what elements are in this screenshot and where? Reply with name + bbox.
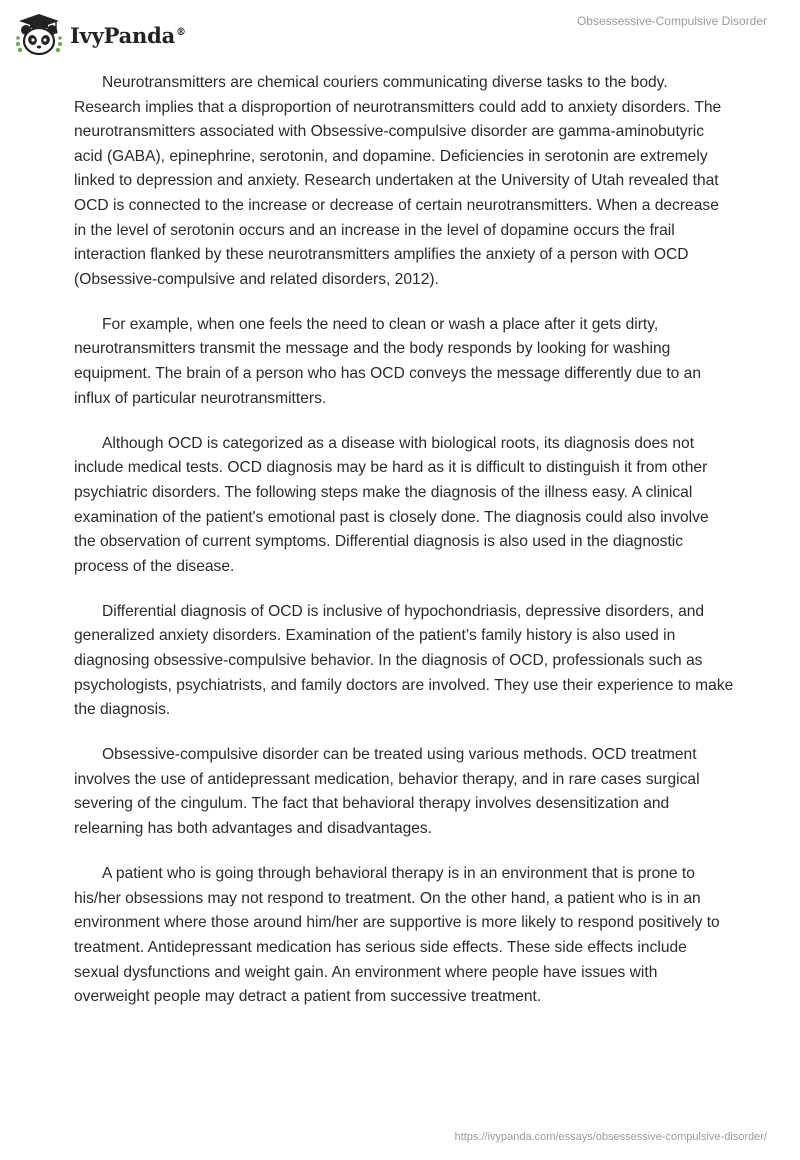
brand-logo[interactable] (14, 10, 186, 58)
essay-body (74, 71, 734, 1030)
page-header (0, 0, 800, 64)
paragraph: Obsessive-compulsive disorder can be treated using various methods. OCD treatment involves the use of antidepressant medication, behavior therapy, and in rare cases surgical severing of the cingulum. The fact that behavioral therapy involves desensitization and relearning has both advantages and disadvantages. (74, 746, 700, 838)
paragraph: Although OCD is categorized as a disease with biological roots, its diagnosis does not include medical tests. OCD diagnosis may be hard as it is difficult to distinguish it from other psychiatric disorders. The following steps make the diagnosis of the illness easy. A clinical examination of the patient's emotional past is closely done. The diagnosis could also involve the observation of current symptoms. Differential diagnosis is also used in the diagnostic process of the disease. (74, 434, 709, 575)
panda-graduate-icon (14, 10, 64, 58)
source-url-link[interactable]: https://ivypanda.com/essays/obsessessive-compulsive-disorder/ (454, 1131, 767, 1143)
running-title: Obsessessive-Compulsive Disorder (576, 14, 767, 28)
paragraph: A patient who is going through behavioral therapy is in an environment that is prone to his/her obsessions may not respond to treatment. On the other hand, a patient who is in an environment where those around him/her are supportive is more likely to respond positively to treatment. Antidepressant medication has serious side effects. These side effects include sexual dysfunctions and weight gain. An environment where people have issues with overweight people may detract a patient from successive treatment. (74, 865, 720, 1006)
paragraph: Differential diagnosis of OCD is inclusive of hypochondriasis, depressive disorders, and generalized anxiety disorders. Examination of the patient’s family history is also used in diagnosing obsessive-compulsive behavior. In the diagnosis of OCD, professionals such as psychologists, psychiatrists, and family doctors are involved. They use their experience to make the diagnosis. (74, 602, 734, 719)
paragraph: Neurotransmitters are chemical couriers communicating diverse tasks to the body. Research implies that a disproportion of neurotransmitters could add to anxiety disorders. The neurotransmitters associated with Obsessive-compulsive disorder are gamma-aminobutyric acid (GABA), epinephrine, serotonin, and dopamine. Deficiencies in serotonin are extremely linked to depression and anxiety. Research undertaken at the University of Utah revealed that OCD is connected to the increase or decrease of certain neurotransmitters. When a decrease in the level of serotonin occurs and an increase in the level of dopamine occurs the frail interaction flanked by these neurotransmitters amplifies the anxiety of a person with OCD (Obsessive-compulsive and related disorders, 2012). (74, 74, 722, 288)
brand-name: IvyPanda® (70, 22, 186, 48)
paragraph: For example, when one feels the need to clean or wash a place after it gets dirty, neurotransmitters transmit the message and the body responds by looking for washing equipment. The brain of a person who has OCD conveys the message differently due to an influx of particular neurotransmitters. (74, 315, 702, 407)
